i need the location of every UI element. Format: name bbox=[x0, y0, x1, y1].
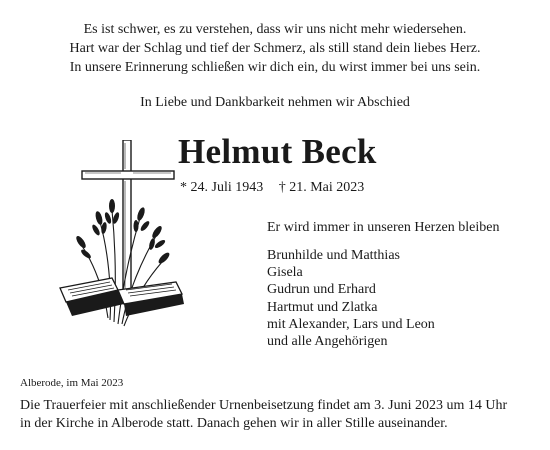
poem bbox=[0, 20, 550, 77]
mourner-entry: Brunhilde und Matthias bbox=[267, 248, 400, 263]
farewell-line: In Liebe und Dankbarkeit nehmen wir Abschied bbox=[140, 95, 410, 110]
deceased-name: Helmut Beck bbox=[178, 132, 377, 171]
motto-line: Er wird immer in unseren Herzen bleiben bbox=[267, 220, 500, 235]
service-notice bbox=[20, 397, 507, 433]
bible-icon bbox=[60, 278, 184, 316]
service-line-1: Die Trauerfeier mit anschließender Urnenbeisetzung findet am 3. Juni 2023 um 14 Uhr bbox=[20, 398, 508, 413]
mourner-entry: mit Alexander, Lars und Leon bbox=[267, 316, 435, 332]
service-line-2: in der Kirche in Alberode statt. Danach gehen wir in aller Stille auseinander. bbox=[20, 416, 448, 431]
mourner-entry: Gudrun und Erhard bbox=[267, 282, 376, 298]
death-date: † 21. Mai 2023 bbox=[278, 180, 365, 195]
place-date: Alberode, im Mai 2023 bbox=[20, 377, 124, 389]
poem-line-3: In unsere Erinnerung schließen wir dich ein, du wirst immer bei uns sein. bbox=[69, 60, 481, 75]
mourner-entry: Hartmut und Zlatka bbox=[267, 299, 378, 315]
cross-wheat-bible-icon bbox=[52, 140, 187, 340]
mourner-entry: Gisela bbox=[267, 265, 303, 281]
mourner-entry: und alle Angehörigen bbox=[267, 334, 388, 350]
poem-line-1: Es ist schwer, es zu verstehen, dass wir uns nicht mehr wiedersehen. bbox=[83, 22, 467, 37]
life-dates bbox=[180, 178, 376, 197]
birth-date: * 24. Juli 1943 bbox=[180, 180, 264, 195]
cross-icon bbox=[82, 140, 174, 300]
poem-line-2: Hart war der Schlag und tief der Schmerz, als still stand dein liebes Herz. bbox=[69, 41, 481, 56]
mourners-list bbox=[267, 247, 435, 350]
